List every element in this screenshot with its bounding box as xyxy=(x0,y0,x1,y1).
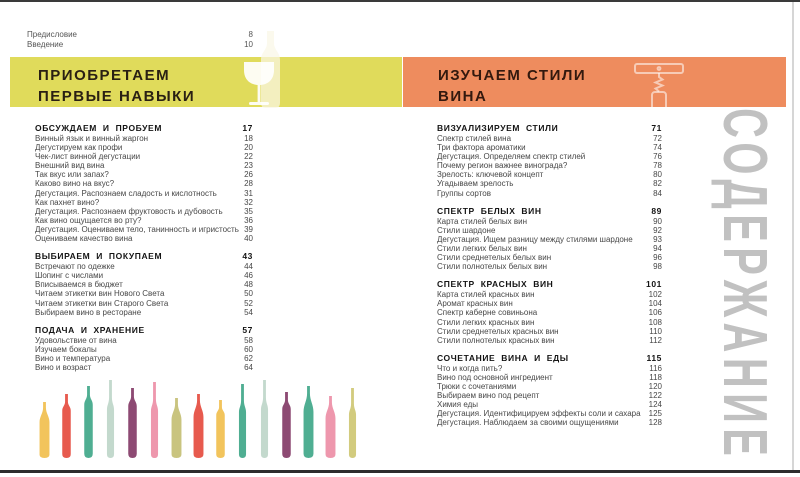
contents-vertical-title-text: СОДЕРЖАНИЕ xyxy=(710,108,781,462)
toc-entry xyxy=(35,336,253,345)
toc-entry-page-number: 120 xyxy=(648,381,662,391)
toc-entry xyxy=(437,179,662,188)
toc-section-page-number: 71 xyxy=(651,123,662,133)
toc-entry-label: Аромат красных вин xyxy=(437,299,513,309)
toc-entry xyxy=(437,336,662,345)
toc-section-title: СОЧЕТАНИЕ ВИНА И ЕДЫ xyxy=(437,352,569,363)
chapter-band-title-line2: ВИНА xyxy=(438,88,488,105)
toc-entry xyxy=(35,170,253,179)
toc-entry-label: Дегустация. Наблюдаем за своими ощущениями xyxy=(437,418,619,428)
chapter-band-title xyxy=(403,57,786,107)
wine-bottle-icon xyxy=(36,402,53,458)
toc-entry-label: Угадываем зрелость xyxy=(437,179,514,189)
toc-entry-label: Как вино ощущается во рту? xyxy=(35,215,142,225)
toc-entry xyxy=(437,161,662,170)
toc-entry-label: Встречают по одежке xyxy=(35,262,115,272)
toc-entry-label: Дегустация. Идентифицируем эффекты соли и сахара xyxy=(437,409,641,419)
toc-section-page-number: 43 xyxy=(242,251,253,262)
toc-entry xyxy=(437,235,662,244)
toc-entry-page-number: 106 xyxy=(648,308,662,318)
toc-entry-label: Стили среднетелых белых вин xyxy=(437,253,552,263)
toc-section-page-number: 89 xyxy=(651,205,662,216)
toc-entry-label: Трюки с сочетаниями xyxy=(437,381,517,391)
toc-entry-label: Химия еды xyxy=(437,400,479,410)
toc-entry-page-number: 93 xyxy=(653,234,662,244)
wine-bottle-icon xyxy=(124,388,141,458)
toc-entry-page-number: 104 xyxy=(648,299,662,309)
toc-section-header xyxy=(437,353,662,363)
toc-entry-label: Дегустация. Ищем разницу между стилями шардоне xyxy=(437,234,633,244)
toc-section-items xyxy=(437,290,662,345)
toc-entry-label: Три фактора ароматики xyxy=(437,143,526,153)
toc-entry xyxy=(437,152,662,161)
toc-section-header xyxy=(437,123,662,133)
toc-entry-page-number: 36 xyxy=(244,215,253,225)
wine-bottle-icon xyxy=(278,392,295,458)
toc-entry xyxy=(437,134,662,143)
toc-entry-label: Читаем этикетки вин Нового Света xyxy=(35,289,165,299)
chapter-band-title-line2: ПЕРВЫЕ НАВЫКИ xyxy=(38,88,196,105)
toc-entry xyxy=(35,152,253,161)
toc-section-header xyxy=(437,206,662,216)
toc-entry-page-number: 80 xyxy=(653,170,662,180)
toc-entry-label: Выбираем вино в ресторане xyxy=(35,307,142,317)
toc-section-items xyxy=(437,134,662,198)
book-bottom-edge xyxy=(0,470,800,473)
toc-entry-page-number: 44 xyxy=(244,262,253,272)
toc-entry-page-number: 90 xyxy=(653,216,662,226)
toc-entry-label: Винный язык и винный жаргон xyxy=(35,134,149,143)
front-matter-label: Предисловие xyxy=(27,30,77,39)
toc-entry-page-number: 72 xyxy=(653,134,662,143)
toc-entry xyxy=(35,345,253,354)
toc-section-title: ВИЗУАЛИЗИРУЕМ СТИЛИ xyxy=(437,123,559,133)
toc-entry-label: Читаем этикетки вин Старого Света xyxy=(35,298,169,308)
toc-entry xyxy=(35,179,253,188)
toc-entry-page-number: 108 xyxy=(648,317,662,327)
toc-entry-label: Спектр стилей вина xyxy=(437,134,512,143)
toc-entry-label: Спектр каберне совиньона xyxy=(437,308,538,318)
wine-bottle-icon xyxy=(168,398,185,458)
wine-bottle-icon xyxy=(212,400,229,458)
toc-entry xyxy=(35,308,253,317)
toc-entry xyxy=(437,382,662,391)
book-right-edge xyxy=(792,2,794,470)
toc-entry xyxy=(35,262,253,271)
toc-entry xyxy=(35,225,253,234)
toc-entry-page-number: 31 xyxy=(244,188,253,198)
toc-entry xyxy=(437,262,662,271)
toc-entry xyxy=(437,170,662,179)
toc-entry-label: Стили легких белых вин xyxy=(437,243,527,253)
toc-entry-label: Зрелость: ключевой концепт xyxy=(437,170,544,180)
toc-entry xyxy=(35,216,253,225)
toc-entry-label: Вино и температура xyxy=(35,353,111,363)
front-matter-entry xyxy=(27,40,253,50)
toc-entry-page-number: 96 xyxy=(653,253,662,263)
toc-section-header xyxy=(35,123,253,133)
toc-entry-label: Стили шардоне xyxy=(437,225,496,235)
toc-entry-label: Так вкус или запах? xyxy=(35,170,109,180)
toc-entry xyxy=(437,143,662,152)
toc-entry-page-number: 110 xyxy=(649,326,662,336)
wine-bottle-icon xyxy=(146,382,163,458)
toc-entry xyxy=(437,418,662,427)
wine-bottle-icon xyxy=(80,386,97,458)
toc-entry xyxy=(437,400,662,409)
toc-entry-page-number: 94 xyxy=(653,243,662,253)
toc-section-page-number: 17 xyxy=(242,123,253,133)
front-matter-page-number: 8 xyxy=(248,30,253,39)
toc-entry-label: Вино под основной ингредиент xyxy=(437,372,553,382)
wine-bottle-icon xyxy=(234,384,251,458)
toc-entry xyxy=(437,299,662,308)
toc-entry-page-number: 118 xyxy=(649,372,662,382)
toc-entry xyxy=(35,143,253,152)
toc-entry-label: Дегустация. Оцениваем тело, танинность и игристость xyxy=(35,224,239,234)
toc-entry xyxy=(437,318,662,327)
wine-bottle-icon xyxy=(300,386,317,458)
book-top-edge xyxy=(0,0,800,2)
toc-section xyxy=(35,123,253,243)
chapter-band-first-skills xyxy=(10,57,402,107)
toc-section-header xyxy=(437,279,662,289)
toc-entry-label: Почему регион важнее винограда? xyxy=(437,161,568,171)
toc-entry-label: Шопинг с числами xyxy=(35,271,104,281)
toc-entry-label: Карта стилей белых вин xyxy=(437,216,528,226)
toc-section-items xyxy=(35,134,253,243)
toc-section-title: СПЕКТР БЕЛЫХ ВИН xyxy=(437,205,542,216)
wine-bottle-icon xyxy=(256,380,273,458)
toc-entry-label: Дегустируем как профи xyxy=(35,143,123,153)
toc-section-page-number: 57 xyxy=(242,324,253,335)
toc-section xyxy=(437,206,662,272)
toc-entry xyxy=(35,189,253,198)
front-matter-label: Введение xyxy=(27,40,64,49)
toc-section-header xyxy=(35,325,253,335)
toc-entry-page-number: 98 xyxy=(653,262,662,272)
wine-bottle-icon xyxy=(190,394,207,458)
toc-entry-label: Удовольствие от вина xyxy=(35,335,117,345)
toc-column-left xyxy=(35,123,253,380)
toc-entry-page-number: 48 xyxy=(244,280,253,290)
toc-entry xyxy=(437,391,662,400)
toc-entry xyxy=(437,217,662,226)
toc-entry-label: Оцениваем качество вина xyxy=(35,234,133,244)
toc-entry-page-number: 124 xyxy=(648,400,662,410)
toc-section-title: ВЫБИРАЕМ И ПОКУПАЕМ xyxy=(35,251,163,262)
toc-entry-page-number: 20 xyxy=(244,143,253,153)
chapter-band-title-line1: ПРИОБРЕТАЕМ xyxy=(38,67,171,84)
toc-section-page-number: 101 xyxy=(646,279,662,290)
toc-entry-label: Каково вино на вкус? xyxy=(35,179,115,189)
toc-entry-label: Группы сортов xyxy=(437,188,491,198)
wine-bottle-icon xyxy=(102,380,119,458)
wine-bottle-icon xyxy=(344,388,361,458)
toc-section-items xyxy=(437,217,662,272)
toc-section-title: ПОДАЧА И ХРАНЕНИЕ xyxy=(35,324,145,335)
front-matter-entry xyxy=(27,30,253,40)
toc-entry-page-number: 54 xyxy=(244,307,253,317)
toc-entry-page-number: 84 xyxy=(653,188,662,198)
toc-section-title: ОБСУЖДАЕМ И ПРОБУЕМ xyxy=(35,123,162,133)
toc-entry xyxy=(35,299,253,308)
toc-entry-label: Что и когда пить? xyxy=(437,363,503,373)
toc-entry-label: Изучаем бокалы xyxy=(35,344,97,354)
toc-entry-label: Дегустация. Определяем спектр стилей xyxy=(437,152,586,162)
toc-entry-page-number: 102 xyxy=(648,290,662,300)
toc-entry xyxy=(437,373,662,382)
toc-entry-page-number: 82 xyxy=(653,179,662,189)
wine-bottle-icon xyxy=(58,394,75,458)
toc-entry-label: Дегустация. Распознаем фруктовость и дубовость xyxy=(35,206,223,216)
toc-entry xyxy=(35,234,253,243)
toc-entry-label: Карта стилей красных вин xyxy=(437,290,535,300)
toc-entry-page-number: 76 xyxy=(653,152,662,162)
front-matter-list xyxy=(27,30,253,50)
toc-section-title: СПЕКТР КРАСНЫХ ВИН xyxy=(437,279,554,290)
toc-entry xyxy=(35,198,253,207)
toc-entry-page-number: 74 xyxy=(653,143,662,153)
toc-column-right xyxy=(437,123,662,435)
toc-section-items xyxy=(35,262,253,317)
toc-entry-page-number: 64 xyxy=(244,362,253,372)
toc-entry xyxy=(35,289,253,298)
wine-bottle-icon xyxy=(322,396,339,458)
toc-entry-page-number: 22 xyxy=(244,152,253,162)
toc-entry xyxy=(35,207,253,216)
toc-entry-page-number: 52 xyxy=(244,298,253,308)
toc-section xyxy=(437,279,662,345)
toc-entry xyxy=(35,134,253,143)
toc-entry xyxy=(35,354,253,363)
toc-entry xyxy=(35,161,253,170)
bottle-row-decoration xyxy=(36,368,370,458)
toc-entry-label: Стили полнотелых красных вин xyxy=(437,335,555,345)
toc-entry xyxy=(437,327,662,336)
toc-entry-page-number: 46 xyxy=(244,271,253,281)
chapter-band-wine-styles xyxy=(403,57,786,107)
toc-entry-label: Дегустация. Распознаем сладость и кислотность xyxy=(35,188,217,198)
toc-entry-label: Вписываемся в бюджет xyxy=(35,280,123,290)
chapter-band-title xyxy=(10,57,402,107)
toc-entry-label: Вино и возраст xyxy=(35,362,92,372)
toc-entry-page-number: 112 xyxy=(649,335,662,345)
toc-entry-page-number: 28 xyxy=(244,179,253,189)
toc-entry-page-number: 58 xyxy=(244,335,253,345)
toc-entry-page-number: 122 xyxy=(648,391,662,401)
toc-entry xyxy=(437,226,662,235)
toc-section-items xyxy=(437,364,662,428)
toc-entry-label: Стили среднетелых красных вин xyxy=(437,326,559,336)
toc-section-page-number: 115 xyxy=(646,352,662,363)
toc-section xyxy=(35,325,253,372)
toc-entry-page-number: 26 xyxy=(244,170,253,180)
front-matter-page-number: 10 xyxy=(244,40,253,49)
chapter-band-title-line1: ИЗУЧАЕМ СТИЛИ xyxy=(438,67,587,84)
toc-section xyxy=(437,353,662,428)
toc-entry-page-number: 62 xyxy=(244,353,253,363)
toc-entry xyxy=(437,244,662,253)
toc-entry-page-number: 92 xyxy=(653,225,662,235)
toc-entry-page-number: 35 xyxy=(244,206,253,216)
toc-entry xyxy=(35,271,253,280)
toc-entry-label: Стили легких красных вин xyxy=(437,317,535,327)
toc-entry-page-number: 78 xyxy=(653,161,662,171)
toc-section-header xyxy=(35,251,253,261)
toc-entry-label: Выбираем вино под рецепт xyxy=(437,391,540,401)
toc-entry-page-number: 32 xyxy=(244,197,253,207)
toc-entry-label: Внешний вид вина xyxy=(35,161,105,171)
toc-entry xyxy=(437,290,662,299)
toc-entry-label: Чек-лист винной дегустации xyxy=(35,152,141,162)
toc-entry-page-number: 128 xyxy=(648,418,662,428)
toc-entry-page-number: 39 xyxy=(244,224,253,234)
toc-entry-page-number: 116 xyxy=(649,363,662,373)
toc-entry-page-number: 23 xyxy=(244,161,253,171)
toc-section xyxy=(35,251,253,317)
toc-entry xyxy=(437,364,662,373)
toc-entry-label: Стили полнотелых белых вин xyxy=(437,262,548,272)
toc-entry xyxy=(437,253,662,262)
toc-section-items xyxy=(35,336,253,372)
toc-entry xyxy=(35,280,253,289)
toc-entry-page-number: 18 xyxy=(244,134,253,143)
toc-entry-page-number: 60 xyxy=(244,344,253,354)
toc-entry xyxy=(437,409,662,418)
toc-entry xyxy=(437,308,662,317)
toc-section xyxy=(437,123,662,198)
toc-entry xyxy=(437,189,662,198)
toc-entry-page-number: 40 xyxy=(244,234,253,244)
toc-entry-label: Как пахнет вино? xyxy=(35,197,100,207)
toc-entry-page-number: 50 xyxy=(244,289,253,299)
toc-entry-page-number: 125 xyxy=(648,409,662,419)
